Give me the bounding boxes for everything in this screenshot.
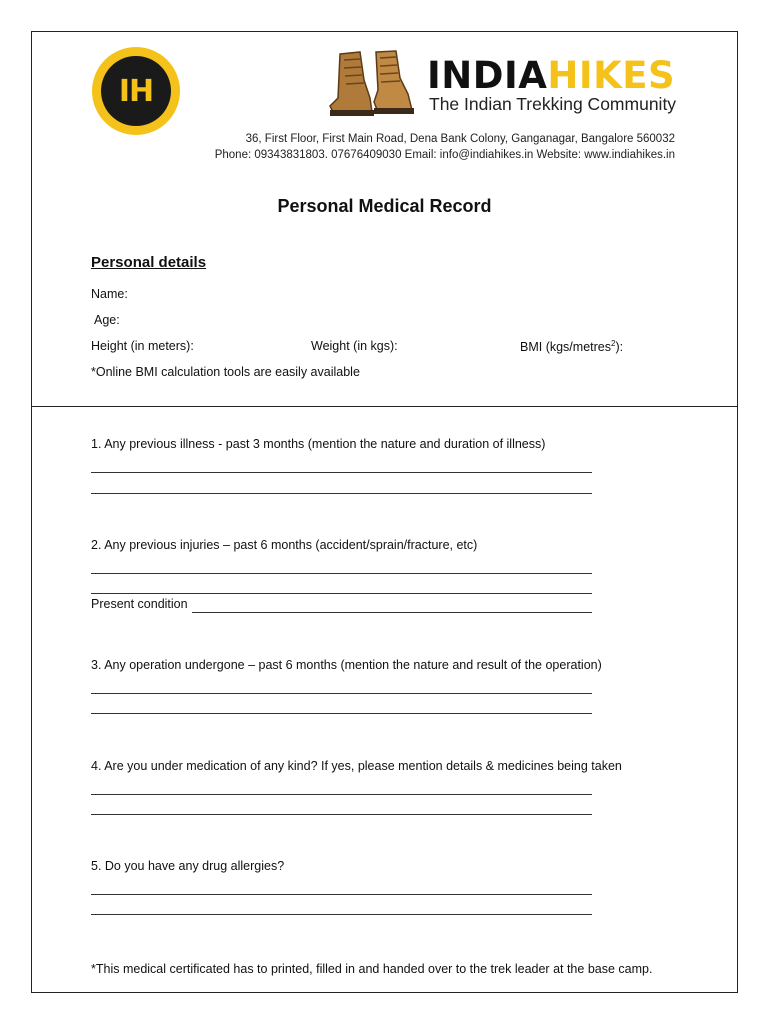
brand-name-india: INDIA bbox=[427, 54, 548, 97]
brand-name bbox=[427, 54, 675, 98]
answer-line[interactable] bbox=[91, 693, 592, 694]
answer-line[interactable] bbox=[91, 894, 592, 895]
bmi-label-sup: 2 bbox=[611, 339, 616, 348]
question-5: 5. Do you have any drug allergies? bbox=[91, 859, 285, 873]
logo-text: IH bbox=[118, 73, 154, 109]
bmi-label-main: BMI (kgs/metres bbox=[520, 340, 611, 355]
answer-line[interactable] bbox=[91, 573, 592, 574]
bmi-label bbox=[520, 339, 623, 354]
address-line: 36, First Floor, First Main Road, Dena Bank Colony, Ganganagar, Bangalore 560032 bbox=[245, 133, 675, 145]
section-divider bbox=[32, 406, 737, 407]
answer-line[interactable] bbox=[91, 914, 592, 915]
logo-inner-circle bbox=[101, 56, 171, 126]
answer-line[interactable] bbox=[91, 794, 592, 795]
present-condition-line[interactable] bbox=[192, 612, 592, 613]
contact-line: Phone: 09343831803. 07676409030 Email: info@indiahikes.in Website: www.indiahikes.in bbox=[214, 149, 675, 161]
present-condition-label: Present condition bbox=[91, 597, 188, 611]
answer-line[interactable] bbox=[91, 593, 592, 594]
bmi-label-end: ): bbox=[615, 340, 624, 355]
weight-label: Weight (in kgs): bbox=[311, 339, 398, 353]
brand-tagline: The Indian Trekking Community bbox=[429, 94, 677, 114]
question-1: 1. Any previous illness - past 3 months (mention the nature and duration of illness) bbox=[91, 437, 546, 451]
answer-line[interactable] bbox=[91, 472, 592, 473]
answer-line[interactable] bbox=[91, 493, 592, 494]
answer-line[interactable] bbox=[91, 713, 592, 714]
boots-icon bbox=[320, 50, 420, 122]
bmi-note: *Online BMI calculation tools are easily available bbox=[91, 365, 360, 379]
question-2: 2. Any previous injuries – past 6 months (accident/sprain/fracture, etc) bbox=[91, 538, 478, 552]
age-label: Age: bbox=[94, 313, 120, 327]
medical-form-page bbox=[31, 31, 738, 993]
height-label: Height (in meters): bbox=[91, 339, 194, 353]
answer-line[interactable] bbox=[91, 814, 592, 815]
question-4: 4. Are you under medication of any kind? If yes, please mention details & medicines being taken bbox=[91, 759, 622, 773]
brand-name-hikes: HIKES bbox=[547, 54, 676, 97]
indiahikes-logo bbox=[92, 47, 180, 135]
form-title: Personal Medical Record bbox=[277, 196, 492, 216]
question-3: 3. Any operation undergone – past 6 months (mention the nature and result of the operation) bbox=[91, 658, 602, 672]
name-label: Name: bbox=[91, 287, 128, 301]
footer-note: *This medical certificated has to printed, filled in and handed over to the trek leader at the base camp. bbox=[91, 962, 653, 976]
section-title-personal-details: Personal details bbox=[91, 254, 207, 271]
